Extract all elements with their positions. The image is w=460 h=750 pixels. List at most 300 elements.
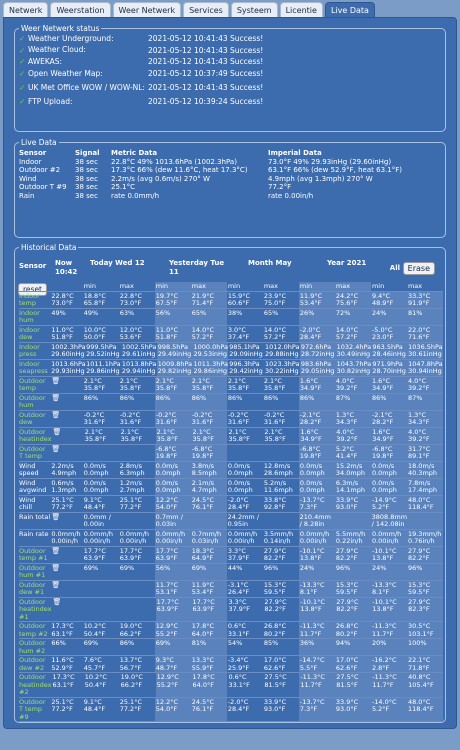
tab-live-data[interactable]: Live Data xyxy=(325,2,375,17)
reset-button[interactable]: reset xyxy=(18,283,47,296)
live-header-row xyxy=(19,149,445,158)
value-cell: 2.1m/s 4.7mph xyxy=(191,479,227,495)
table-row xyxy=(19,462,443,479)
live-data-table xyxy=(15,147,445,200)
now-cell: 17.3°C 63.1°F xyxy=(52,673,75,689)
sensor-label: Wind avgwind xyxy=(19,478,47,494)
value-cell: 12.0°C 53.6°F xyxy=(119,325,142,341)
now-cell: 0.6m/s 1.3mph xyxy=(51,478,77,494)
value-cell: 27.9°C 82.2°F xyxy=(335,547,371,563)
service-name: Weather Cloud: xyxy=(28,45,86,55)
all-max-cell: 48.0°C 118.4°F xyxy=(407,496,443,512)
value-cell: 2.1°C 35.8°F xyxy=(264,427,286,443)
check-icon: ✓ xyxy=(19,82,26,92)
all-min-cell: 963.5hPa 28.46inHg xyxy=(372,342,406,358)
tab-services[interactable]: Services xyxy=(183,2,229,17)
value-cell: 86% xyxy=(83,393,99,402)
trash-icon[interactable]: 🗑 xyxy=(51,393,61,402)
now-cell xyxy=(50,564,82,580)
value-cell: 22.8°C 73.0°F xyxy=(119,291,142,307)
value-cell: 27.5°C 81.5°F xyxy=(264,673,287,689)
value-cell xyxy=(84,598,120,622)
now-cell: 0.0mm/h 0.00in/h xyxy=(51,529,81,545)
value-cell: 49% xyxy=(83,308,99,317)
service-name: AWEKAS: xyxy=(28,56,63,66)
value-cell: 86% xyxy=(155,394,191,410)
value-cell: 2.8m/s 6.3mph xyxy=(119,461,145,477)
service-status: 2021-05-12 10:41:43 Success! xyxy=(148,82,264,92)
value-cell: 86% xyxy=(119,393,135,402)
all-min-cell: 0.0m/s 0.0mph xyxy=(371,462,407,478)
all-min-cell: -13.3°C 8.1°F xyxy=(371,581,407,597)
value-cell: 33.9°C 93.0°F xyxy=(263,697,287,713)
value-cell: 1013.8hPa 29.94inHg xyxy=(121,359,157,375)
live-cell: 38 sec xyxy=(75,166,98,174)
all-max-cell: 27.9°C 82.3°F xyxy=(407,598,443,622)
value-cell: 0.0m/s 0.0mph xyxy=(299,462,335,478)
value-cell: 0.0mm/h 0.00in/h xyxy=(155,530,191,546)
value-cell: 11.0°C 51.8°F xyxy=(155,326,191,342)
value-cell: 3.3°C 37.9°F xyxy=(228,597,250,613)
value-cell: 0.0m/s 0.0mph xyxy=(299,479,335,495)
value-cell: 0.7mm / 0.03in xyxy=(155,513,191,529)
max-label: max xyxy=(335,282,371,291)
now-cell: 11.0°C 51.8°F xyxy=(51,325,74,341)
all-min-cell: -6.8°C 19.8°F xyxy=(371,445,407,461)
sensor-label: Indoor press xyxy=(19,342,40,358)
value-cell: 63% xyxy=(119,308,135,317)
tab-licentie[interactable]: Licentie xyxy=(280,2,323,17)
table-row xyxy=(19,564,443,581)
value-cell: 2.1°C 35.8°F xyxy=(119,376,142,392)
live-cell: 77.2°F xyxy=(268,183,292,191)
all-min-cell: -10.1°C 13.8°F xyxy=(371,547,407,563)
value-cell: 1.2m/s 2.7mph xyxy=(119,478,145,494)
table-row xyxy=(19,698,443,723)
sensor-label: Indoor temp xyxy=(19,291,40,307)
value-cell: 23.9°C 75.0°F xyxy=(263,291,287,307)
live-cell: Outdoor #2 xyxy=(19,166,61,174)
value-cell: 0.0m/s 0.0mph xyxy=(83,461,109,477)
value-cell: 54% xyxy=(227,639,243,647)
value-cell: 1043.7hPa 30.82inHg xyxy=(336,359,372,375)
value-cell: 11.9°C 53.4°F xyxy=(191,581,227,597)
value-cell: 14.0°C 57.2°F xyxy=(191,326,227,342)
value-cell: 21.9°C 71.4°F xyxy=(191,292,227,308)
tab-bar xyxy=(3,2,375,17)
value-cell: 33.8°C 92.8°F xyxy=(263,495,287,511)
value-cell: 2.1°C 35.8°F xyxy=(191,377,227,393)
all-max-cell: 27.9°C 82.2°F xyxy=(407,547,443,563)
live-cell: 2.2m/s (avg 0.6m/s) 270° W xyxy=(111,174,210,183)
value-cell: 19.0°C 66.2°F xyxy=(120,673,143,689)
value-cell: 12.2°C 54.0°F xyxy=(155,698,191,722)
historical-data-box xyxy=(14,243,446,723)
trash-icon[interactable]: 🗑 xyxy=(51,512,61,521)
tab-weerstation[interactable]: Weerstation xyxy=(50,2,110,17)
value-cell: 985.1hPa 29.09inHg xyxy=(229,342,263,358)
value-cell: -0.2°C 31.6°F xyxy=(119,410,142,426)
table-row xyxy=(19,343,443,360)
live-row xyxy=(19,192,445,201)
all-max-cell: 15.3°C 59.5°F xyxy=(407,581,443,597)
all-max-cell xyxy=(407,513,443,529)
value-cell: 12.2°C 54.0°F xyxy=(155,496,191,512)
trash-icon[interactable]: 🗑 xyxy=(51,444,61,453)
trash-icon[interactable]: 🗑 xyxy=(51,580,61,589)
value-cell: 17.8°C 64.0°F xyxy=(192,673,228,697)
live-row xyxy=(19,183,445,192)
trash-icon[interactable]: 🗑 xyxy=(51,410,61,419)
all-max-cell: 81% xyxy=(407,309,443,325)
live-data-panel xyxy=(3,17,457,729)
table-row xyxy=(19,309,443,326)
value-cell xyxy=(119,581,155,597)
sensor-label: Wind speed xyxy=(19,461,39,477)
all-max-cell: 100% xyxy=(407,639,443,655)
value-cell: 69% xyxy=(119,563,135,572)
value-cell: 15.3°C 59.5°F xyxy=(335,581,371,597)
value-cell xyxy=(263,513,299,529)
value-cell: 2.1°C 35.8°F xyxy=(228,427,250,443)
now-cell: 49% xyxy=(51,308,66,317)
value-cell: 15.3°C 59.5°F xyxy=(263,580,287,596)
value-cell: 1032.4hPa 30.49inHg xyxy=(336,342,372,358)
value-cell: 0.0mm / 0.00in xyxy=(83,512,111,528)
now-cell xyxy=(51,428,83,444)
value-cell: 25.1°C 77.2°F xyxy=(119,495,142,511)
value-cell: 27.5°C 81.5°F xyxy=(335,673,371,697)
status-list xyxy=(15,33,445,108)
hist-col-all: All xyxy=(389,264,400,272)
status-row xyxy=(15,56,445,68)
value-cell: 0.6°C 33.1°F xyxy=(228,673,250,689)
value-cell: 24.2°C 75.6°F xyxy=(335,292,371,308)
all-max-cell: 1036.5hPa 30.61inHg xyxy=(408,342,443,358)
value-cell: 14.0°C 57.2°F xyxy=(335,326,371,342)
value-cell: 17.7°C 63.9°F xyxy=(192,598,228,622)
service-status: 2021-05-12 10:41:43 Success! xyxy=(148,45,264,55)
value-cell: 18.8°C 65.8°F xyxy=(83,291,106,307)
now-cell: 17.3°C 63.1°F xyxy=(51,622,74,638)
value-cell: 2.1°C 35.8°F xyxy=(84,427,107,443)
value-cell: 65% xyxy=(263,308,279,317)
max-label: max xyxy=(407,282,423,290)
sensor-label: Outdoor heatindex #2 xyxy=(19,673,52,696)
live-cell: Indoor xyxy=(19,157,42,166)
value-cell: 17.7°C 63.9°F xyxy=(156,598,192,622)
value-cell: 86% xyxy=(191,394,227,410)
sensor-label: Outdoor hum #2 xyxy=(19,639,46,655)
value-cell: -6.8°C 19.8°F xyxy=(155,445,191,461)
hist-col-today: Today Wed 12 xyxy=(90,259,145,267)
value-cell: 38% xyxy=(227,308,243,317)
service-status: 2021-05-12 10:37:49 Success! xyxy=(148,68,264,78)
live-cell: 17.3°C 66% (dew 11.6°C, heat 17.3°C) xyxy=(111,166,248,174)
value-cell: 65% xyxy=(191,309,227,325)
all-min-cell: 3808.8mm / 142.08in xyxy=(371,512,408,528)
all-min-cell: -11.3°C 11.7°F xyxy=(371,673,407,697)
table-row xyxy=(19,496,443,513)
value-cell: 33.9°C 93.0°F xyxy=(335,698,371,722)
value-cell: 27.9°C 82.2°F xyxy=(335,598,371,622)
value-cell: 44% xyxy=(227,563,243,572)
value-cell xyxy=(335,513,371,529)
value-cell: 972.6hPa 28.72inHg xyxy=(300,342,335,358)
value-cell: 3.3°C 37.9°F xyxy=(227,546,250,562)
now-cell: 1013.6hPa 29.93inHg xyxy=(51,359,86,375)
value-cell: 5.2m/s 11.6mph xyxy=(263,478,293,494)
weer-netwerk-status-box xyxy=(14,24,446,132)
sensor-label: Indoor dew xyxy=(19,325,40,341)
live-data-title: Live Data xyxy=(21,138,57,147)
all-max-cell: 31.7°C 89.1°F xyxy=(407,445,443,461)
now-cell xyxy=(50,377,82,393)
now-cell xyxy=(50,445,82,461)
value-cell: 1023.3hPa 30.22inHg xyxy=(265,359,300,375)
value-cell: -3.4°C 25.9°F xyxy=(227,656,250,672)
trash-icon[interactable]: 🗑 xyxy=(51,546,61,555)
value-cell: 36% xyxy=(299,639,335,655)
live-header-cell: Sensor xyxy=(19,149,47,157)
value-cell: 15.9°C 60.6°F xyxy=(227,291,251,307)
trash-icon[interactable]: 🗑 xyxy=(52,597,62,606)
status-row xyxy=(15,45,445,57)
value-cell: -11.3°C 11.7°F xyxy=(299,622,335,638)
sensor-label: Outdoor heatindex #1 xyxy=(19,597,52,621)
table-row xyxy=(19,530,443,547)
all-min-cell: 9.4°C 48.9°F xyxy=(371,292,407,308)
value-cell: -2.0°C 28.4°F xyxy=(227,495,250,511)
sensor-label: Indoor seapress xyxy=(19,359,48,375)
value-cell: -10.1°C 13.8°F xyxy=(299,547,335,563)
live-header-cell: Signal xyxy=(75,149,100,157)
table-row xyxy=(19,360,443,377)
all-min-cell: -10.1°C 13.8°F xyxy=(371,598,407,622)
all-max-cell: 40.8°C 105.4°F xyxy=(407,673,443,697)
live-cell: 38 sec xyxy=(75,174,98,183)
value-cell: 1.6°C 34.9°F xyxy=(299,428,335,444)
erase-button[interactable]: Erase xyxy=(403,262,435,275)
status-row xyxy=(15,79,445,96)
all-max-cell: 4.0°C 39.2°F xyxy=(407,377,443,393)
value-cell: 10.2°C 50.4°F xyxy=(84,673,107,689)
value-cell: 11.9°C 53.4°F xyxy=(299,292,335,308)
value-cell xyxy=(263,445,299,461)
value-cell: 3.8m/s 8.5mph xyxy=(191,462,227,478)
value-cell: 3.0°C 37.4°F xyxy=(227,325,250,341)
value-cell: 86% xyxy=(263,393,279,402)
value-cell xyxy=(227,445,263,461)
value-cell: -6.8°C 19.8°F xyxy=(191,445,227,461)
value-cell: 13.3°C 55.9°F xyxy=(191,656,227,672)
all-max-cell: 1047.8hPa 30.94inHg xyxy=(408,359,443,375)
now-cell: 11.6°C 52.9°F xyxy=(51,656,74,672)
check-icon: ✓ xyxy=(19,68,26,78)
live-row xyxy=(19,175,445,184)
value-cell: 1002.5hPa 29.61inHg xyxy=(121,342,157,358)
table-row xyxy=(19,445,443,462)
sensor-label: Indoor hum xyxy=(19,308,40,324)
value-cell: 1011.1hPa 29.86inHg xyxy=(86,359,121,375)
live-cell: Wind xyxy=(19,174,37,183)
value-cell: -0.2°C 31.6°F xyxy=(83,410,106,426)
value-cell: 0.0mm/h 0.00in/h xyxy=(299,530,335,546)
value-cell: 2.1°C 35.8°F xyxy=(227,376,250,392)
all-min-cell: 0.0m/s 0.0mph xyxy=(371,479,407,495)
value-cell: 17.0°C 62.6°F xyxy=(263,656,287,672)
value-cell: -6.8°C 19.8°F xyxy=(299,445,335,461)
value-cell xyxy=(119,513,155,529)
trash-icon[interactable]: 🗑 xyxy=(51,563,61,572)
table-row xyxy=(19,639,443,656)
table-row xyxy=(19,622,443,639)
all-min-cell: -2.1°C 28.2°F xyxy=(371,411,407,427)
value-cell: 26.8°C 80.2°F xyxy=(335,622,371,638)
live-header-cell: Imperial Data xyxy=(268,149,322,157)
service-status: 2021-05-12 10:41:43 Success! xyxy=(148,57,264,67)
value-cell: 13.7°C 56.7°F xyxy=(119,656,142,672)
status-row xyxy=(15,33,445,45)
value-cell: 17.7°C 63.9°F xyxy=(83,546,106,562)
min-label: min xyxy=(227,282,241,290)
value-cell: 86% xyxy=(227,393,243,402)
value-cell: 2.1°C 35.8°F xyxy=(120,427,143,443)
value-cell: 5.2°C 41.4°F xyxy=(335,445,371,461)
table-row xyxy=(19,411,443,428)
value-cell: 2.1°C 35.8°F xyxy=(263,376,286,392)
value-cell: 2.1°C 35.8°F xyxy=(83,376,106,392)
value-cell: 2.1°C 35.8°F xyxy=(192,428,228,444)
all-min-cell: -14.0°C 5.2°F xyxy=(371,698,407,722)
sensor-label: Rain rate xyxy=(19,529,49,538)
now-cell: 25.1°C 77.2°F xyxy=(51,697,74,713)
value-cell: 94% xyxy=(335,639,371,655)
value-cell: -11.3°C 11.7°F xyxy=(299,673,335,697)
value-cell: 999.5hPa 29.52inHg xyxy=(86,342,120,358)
sensor-label: Outdoor dew xyxy=(19,410,46,426)
value-cell: -13.3°C 8.1°F xyxy=(299,581,335,597)
min-label: min xyxy=(83,282,96,290)
all-min-cell: 86% xyxy=(371,394,407,410)
value-cell: 26% xyxy=(299,309,335,325)
value-cell: 15.2m/s 34.0mph xyxy=(335,462,371,478)
value-cell: 81% xyxy=(191,639,227,655)
value-cell xyxy=(83,445,119,461)
all-max-cell: 1.3°C 34.3°F xyxy=(407,411,443,427)
value-cell: 0.6°C 33.1°F xyxy=(227,622,250,638)
value-cell: -13.7°C 7.3°F xyxy=(299,496,335,512)
value-cell: 14.0°C 57.2°F xyxy=(263,325,287,341)
all-max-cell: 22.0°C 71.6°F xyxy=(407,326,443,342)
value-cell: 27.9°C 82.2°F xyxy=(263,546,287,562)
live-cell: 63.1°F 66% (dew 52.9°F, heat 63.1°F) xyxy=(268,166,402,174)
sensor-label: Outdoor heatindex xyxy=(19,427,52,443)
all-min-cell: 971.9hPa 28.70inHg xyxy=(372,359,406,375)
value-cell: 7.6°C 45.7°F xyxy=(83,656,106,672)
table-row xyxy=(19,292,443,309)
value-cell: 0.0m/s 0.0mph xyxy=(83,478,109,494)
live-data-box xyxy=(14,138,446,238)
live-row xyxy=(19,166,445,175)
service-name: FTP Upload: xyxy=(28,97,73,107)
sensor-label: Outdoor dew #1 xyxy=(19,580,46,596)
value-cell: -13.7°C 7.3°F xyxy=(299,698,335,722)
value-cell: -10.1°C 13.8°F xyxy=(299,598,335,622)
all-max-cell: 7.8m/s 17.4mph xyxy=(407,479,443,495)
minmax-row xyxy=(19,282,443,292)
value-cell: 9.1°C 48.4°F xyxy=(83,495,106,511)
table-row xyxy=(19,513,443,530)
tab-netwerk[interactable]: Netwerk xyxy=(3,2,48,17)
all-max-cell: 87% xyxy=(407,394,443,410)
live-cell: 73.0°F 49% 29.93inHg (29.60inHg) xyxy=(268,157,392,166)
value-cell: 0.0mm/h 0.00in/h xyxy=(83,529,113,545)
value-cell: 5.5mm/h 0.22in/h xyxy=(335,530,371,546)
value-cell: 86% xyxy=(119,639,135,647)
value-cell: -0.2°C 31.6°F xyxy=(227,410,250,426)
trash-icon[interactable]: 🗑 xyxy=(52,427,62,436)
value-cell: 210.4mm / 8.28in xyxy=(299,513,335,529)
min-label: min xyxy=(155,282,191,291)
value-cell: 0.0m/s 0.0mph xyxy=(227,478,253,494)
table-row xyxy=(19,656,443,673)
live-row xyxy=(19,158,445,167)
value-cell: 1009.8hPa 29.82inHg xyxy=(157,359,193,375)
trash-icon[interactable]: 🗑 xyxy=(51,376,61,385)
now-cell: 66% xyxy=(51,639,66,647)
check-icon: ✓ xyxy=(19,97,26,107)
service-name: Weather Underground: xyxy=(28,33,114,43)
value-cell: 27.9°C 82.2°F xyxy=(264,597,287,613)
value-cell: -0.2°C 31.6°F xyxy=(263,410,286,426)
value-cell: 56% xyxy=(155,564,191,580)
live-cell: Outdoor T #9 xyxy=(19,183,67,191)
value-cell: 996.3hPa 29.42inHg xyxy=(229,359,263,375)
now-cell xyxy=(50,513,82,529)
table-row xyxy=(19,547,443,564)
now-cell: 25.1°C 77.2°F xyxy=(51,495,74,511)
value-cell: 983.6hPa 29.05inHg xyxy=(300,359,335,375)
live-header-cell: Metric Data xyxy=(111,149,158,157)
value-cell: 6.3m/s 14.1mph xyxy=(335,479,371,495)
weer-netwerk-status-title: Weer Netwerk status xyxy=(21,24,100,33)
service-status: 2021-05-12 10:41:43 Success! xyxy=(148,34,264,43)
live-cell: Rain xyxy=(19,191,35,200)
value-cell: 1012.0hPa 29.88inHg xyxy=(265,342,300,358)
value-cell: 17.0°C 62.6°F xyxy=(335,656,371,672)
value-cell: 25.1°C 77.2°F xyxy=(119,697,142,713)
value-cell xyxy=(191,513,227,529)
tab-weer-netwerk[interactable]: Weer Netwerk xyxy=(113,2,182,17)
value-cell: 69% xyxy=(191,564,227,580)
all-min-cell: -11.3°C 11.7°F xyxy=(371,622,407,638)
all-max-cell: 30.5°C 103.1°F xyxy=(407,622,443,638)
hist-col-now: Now 10:42 xyxy=(55,259,78,276)
value-cell: 17.8°C 64.0°F xyxy=(191,622,227,638)
sensor-label: Outdoor T temp #9 xyxy=(19,697,46,721)
value-cell: 17.7°C 63.9°F xyxy=(119,546,142,562)
all-max-cell: 22.1°C 71.8°F xyxy=(407,656,443,672)
value-cell: 3.5mm/h 0.14in/h xyxy=(263,529,294,545)
tab-systeem[interactable]: Systeem xyxy=(231,2,278,17)
all-min-cell: 1.6°C 34.9°F xyxy=(371,428,407,444)
value-cell: 69% xyxy=(83,639,99,647)
check-icon: ✓ xyxy=(19,45,26,55)
value-cell: 96% xyxy=(263,563,279,572)
value-cell: 9.1°C 48.4°F xyxy=(83,697,106,713)
sensor-label: Rain total xyxy=(19,512,51,521)
